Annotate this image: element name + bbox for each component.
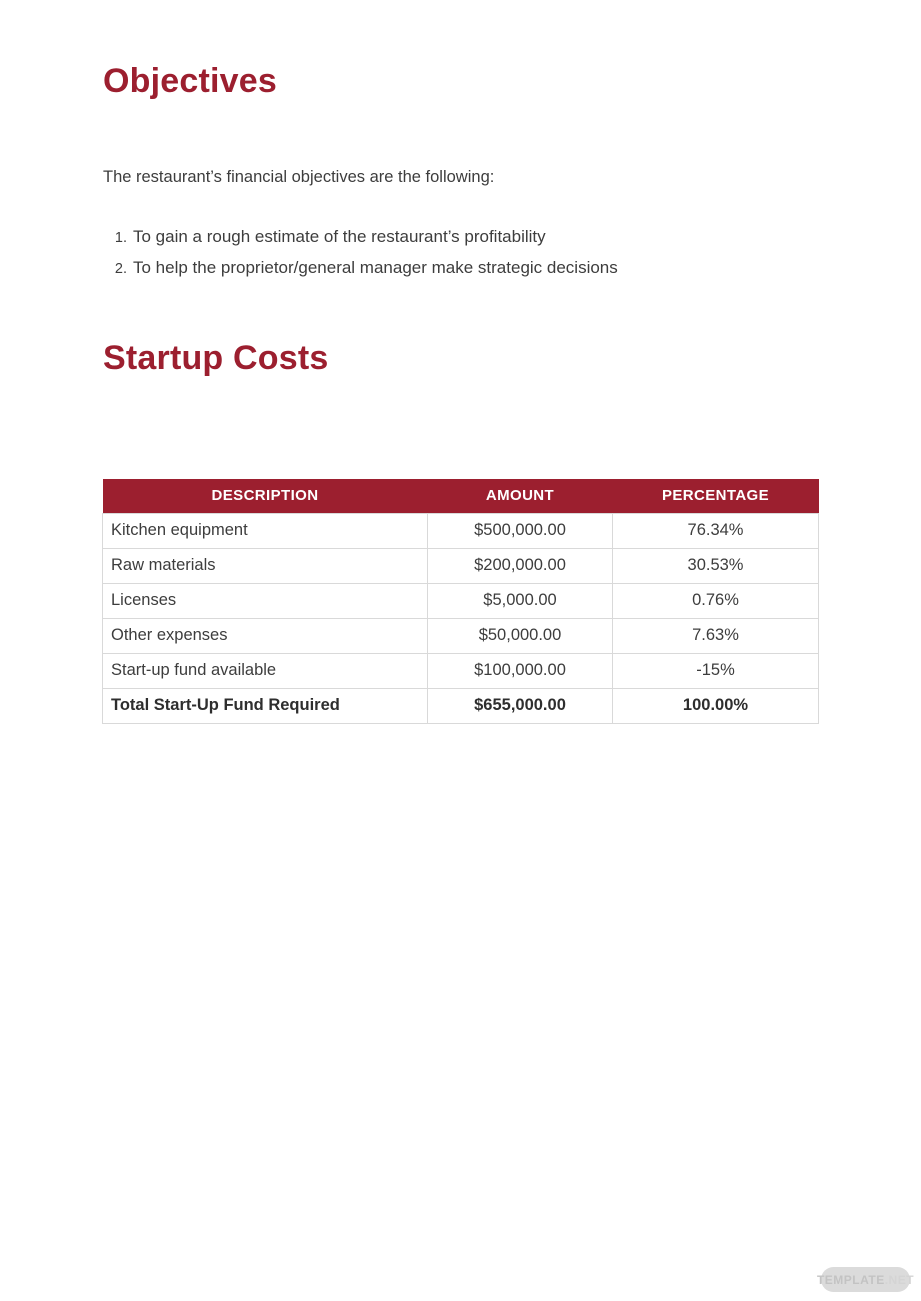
cell-description: Raw materials xyxy=(103,548,428,583)
cell-percentage: 30.53% xyxy=(613,548,819,583)
objectives-heading: Objectives xyxy=(103,62,277,100)
list-number: 2. xyxy=(114,261,127,277)
table-total-row xyxy=(103,688,819,723)
cell-total-amount: $655,000.00 xyxy=(428,688,613,723)
list-item-text: To gain a rough estimate of the restaurant’s profitability xyxy=(133,227,546,246)
table-header-percentage: PERCENTAGE xyxy=(613,479,819,513)
table-row xyxy=(103,583,819,618)
objectives-list xyxy=(108,222,618,284)
cell-description: Kitchen equipment xyxy=(103,513,428,548)
startup-costs-heading: Startup Costs xyxy=(103,339,329,377)
list-item-text: To help the proprietor/general manager make strategic decisions xyxy=(133,258,618,277)
cell-percentage: 0.76% xyxy=(613,583,819,618)
list-number: 1. xyxy=(114,230,127,246)
cell-amount: $200,000.00 xyxy=(428,548,613,583)
cell-amount: $500,000.00 xyxy=(428,513,613,548)
template-net-watermark xyxy=(816,1267,915,1292)
watermark-tld-text: .NET xyxy=(884,1272,915,1287)
cell-amount: $5,000.00 xyxy=(428,583,613,618)
startup-costs-table xyxy=(102,479,819,724)
table-row xyxy=(103,513,819,548)
table-row xyxy=(103,653,819,688)
watermark-brand-text: TEMPLATE xyxy=(816,1272,885,1287)
cell-percentage: 7.63% xyxy=(613,618,819,653)
cell-amount: $100,000.00 xyxy=(428,653,613,688)
cell-total-percentage: 100.00% xyxy=(613,688,819,723)
objectives-list-item xyxy=(108,222,618,253)
table-header-amount: AMOUNT xyxy=(428,479,613,513)
cell-amount: $50,000.00 xyxy=(428,618,613,653)
table-row xyxy=(103,548,819,583)
cell-description: Other expenses xyxy=(103,618,428,653)
cell-description: Licenses xyxy=(103,583,428,618)
table-header-row xyxy=(103,479,819,513)
table-row xyxy=(103,618,819,653)
cell-percentage: 76.34% xyxy=(613,513,819,548)
cell-description: Start-up fund available xyxy=(103,653,428,688)
cell-total-label: Total Start-Up Fund Required xyxy=(103,688,428,723)
objectives-list-item xyxy=(108,253,618,284)
table-header-description: DESCRIPTION xyxy=(103,479,428,513)
cell-percentage: -15% xyxy=(613,653,819,688)
objectives-intro-text: The restaurant’s financial objectives are the following: xyxy=(103,168,495,186)
